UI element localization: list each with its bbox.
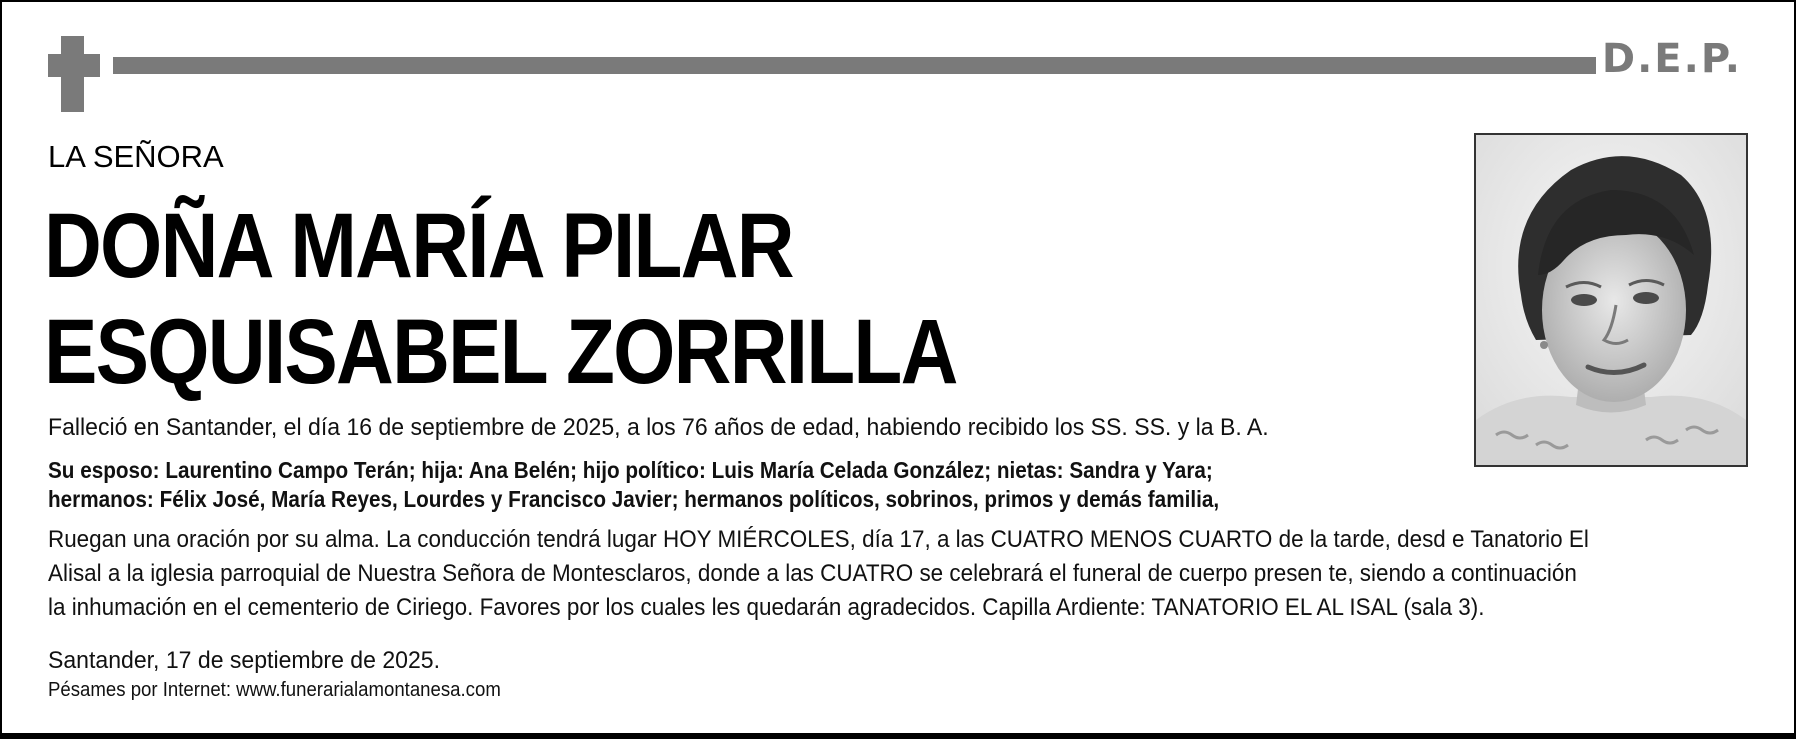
intro-label: LA SEÑORA xyxy=(48,139,224,174)
header-rule xyxy=(113,57,1596,74)
deceased-name xyxy=(44,193,1262,405)
dep-badge: D.E.P. xyxy=(1601,36,1742,82)
condolences-website: Pésames por Internet: www.funerarialamontanesa.com xyxy=(48,679,501,701)
family-list xyxy=(48,456,1219,514)
funeral-details xyxy=(48,523,1589,625)
place-date: Santander, 17 de septiembre de 2025. xyxy=(48,647,440,674)
cross-horizontal-bar xyxy=(48,54,100,77)
name-line-2: ESQUISABEL ZORRILLA xyxy=(44,301,957,403)
death-statement: Falleció en Santander, el día 16 de septiembre de 2025, a los 76 años de edad, habiendo recibido los SS. SS. y la B. A. xyxy=(48,414,1269,441)
family-line-2: hermanos: Félix José, María Reyes, Lourdes y Francisco Javier; hermanos políticos, sobrinos, primos y demás familia, xyxy=(48,486,1220,512)
name-line-1: DOÑA MARÍA PILAR xyxy=(44,195,793,297)
family-line-1: Su esposo: Laurentino Campo Terán; hija: Ana Belén; hijo político: Luis María Celada González; nietas: Sandra y Yara; xyxy=(48,457,1213,483)
funeral-line-2: Alisal a la iglesia parroquial de Nuestra Señora de Montesclaros, donde a las CUATRO se celebrará el funeral de cuerpo presen te, siendo a continuación xyxy=(48,560,1577,587)
portrait-photo xyxy=(1474,133,1748,467)
funeral-line-3: la inhumación en el cementerio de Ciriego. Favores por los cuales les quedarán agradecidos. Capilla Ardiente: TANATORIO EL AL ISAL (sala 3). xyxy=(48,594,1485,621)
portrait-illustration xyxy=(1476,135,1746,465)
funeral-line-1: Ruegan una oración por su alma. La conducción tendrá lugar HOY MIÉRCOLES, día 17, a las CUATRO MENOS CUARTO de la tarde, desd e Tanatorio El xyxy=(48,526,1589,553)
